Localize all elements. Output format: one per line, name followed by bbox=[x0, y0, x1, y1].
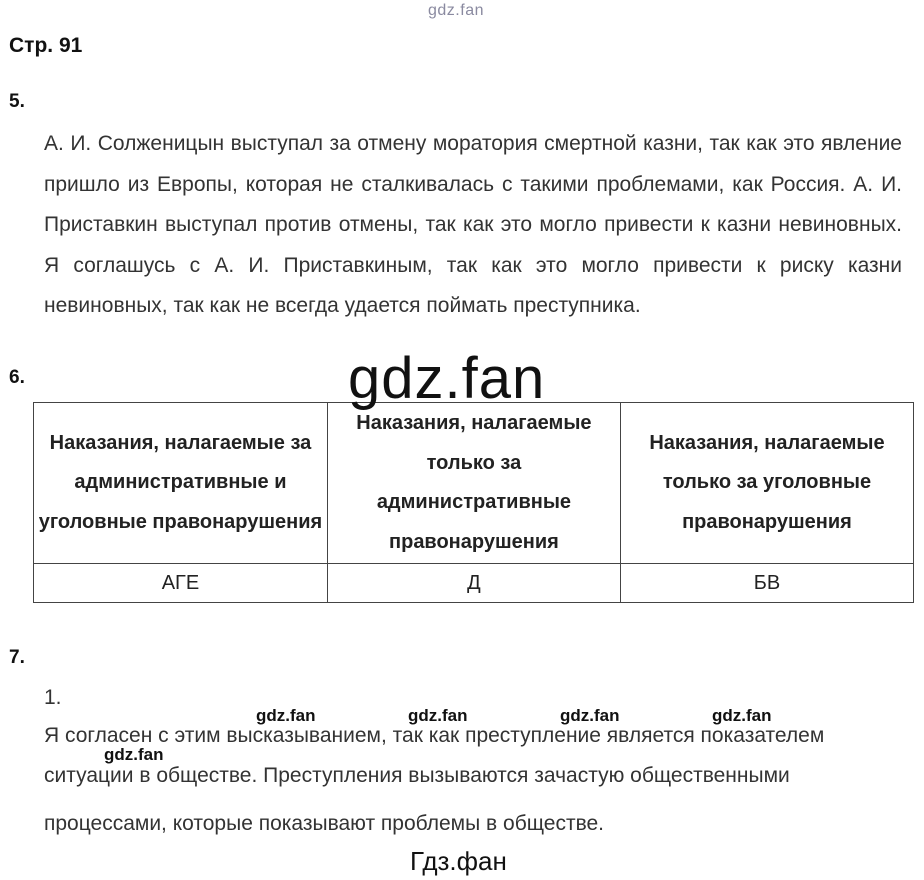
question-5-answer: А. И. Солженицын выступал за отмену моратория смертной казни, так как это явление пришло из Европы, которая не сталкивалась с такими проблемами, как Россия. А. И. Приставкин выступал против отмены, так как это могло привести к казни невиновных. Я соглашусь с А. И. Приставкиным, так как это могло привести к риску казни невиновных, так как не всегда удается поймать преступника. bbox=[44, 132, 902, 317]
watermark-small: gdz.fan bbox=[560, 706, 620, 725]
watermark-small: gdz.fan bbox=[104, 745, 164, 764]
table-cell: Д bbox=[327, 564, 620, 603]
question-7-answer-line: Я согласен с этим высказыванием, так как преступление является показателем bbox=[44, 724, 825, 747]
table-header-row bbox=[34, 403, 914, 564]
table-cell: АГЕ bbox=[34, 564, 328, 603]
table-header-cell: Наказания, налагаемые только за административные правонарушения bbox=[327, 403, 620, 564]
punishments-table bbox=[33, 402, 914, 603]
question-7-item-number: 1. bbox=[44, 686, 62, 709]
table-cell: БВ bbox=[620, 564, 913, 603]
watermark-small: gdz.fan bbox=[712, 706, 772, 725]
watermark-large: gdz.fan bbox=[348, 346, 546, 411]
watermark-small: gdz.fan bbox=[256, 706, 316, 725]
table-header-cell: Наказания, налагаемые только за уголовные правонарушения bbox=[620, 403, 913, 564]
watermark-bottom: Гдз.фан bbox=[410, 846, 507, 876]
watermark-small: gdz.fan bbox=[408, 706, 468, 725]
table-header-cell: Наказания, налагаемые за административные и уголовные правонарушения bbox=[34, 403, 328, 564]
question-6-number: 6. bbox=[9, 367, 25, 388]
page-title: Стр. 91 bbox=[9, 34, 83, 57]
question-7-number: 7. bbox=[9, 647, 25, 668]
question-5-number: 5. bbox=[9, 91, 25, 112]
watermark-top: gdz.fan bbox=[428, 2, 484, 19]
table-row bbox=[34, 564, 914, 603]
question-7-answer-line: процессами, которые показывают проблемы в обществе. bbox=[44, 812, 604, 835]
question-7-answer-line: ситуации в обществе. Преступления вызываются зачастую общественными bbox=[44, 764, 790, 787]
